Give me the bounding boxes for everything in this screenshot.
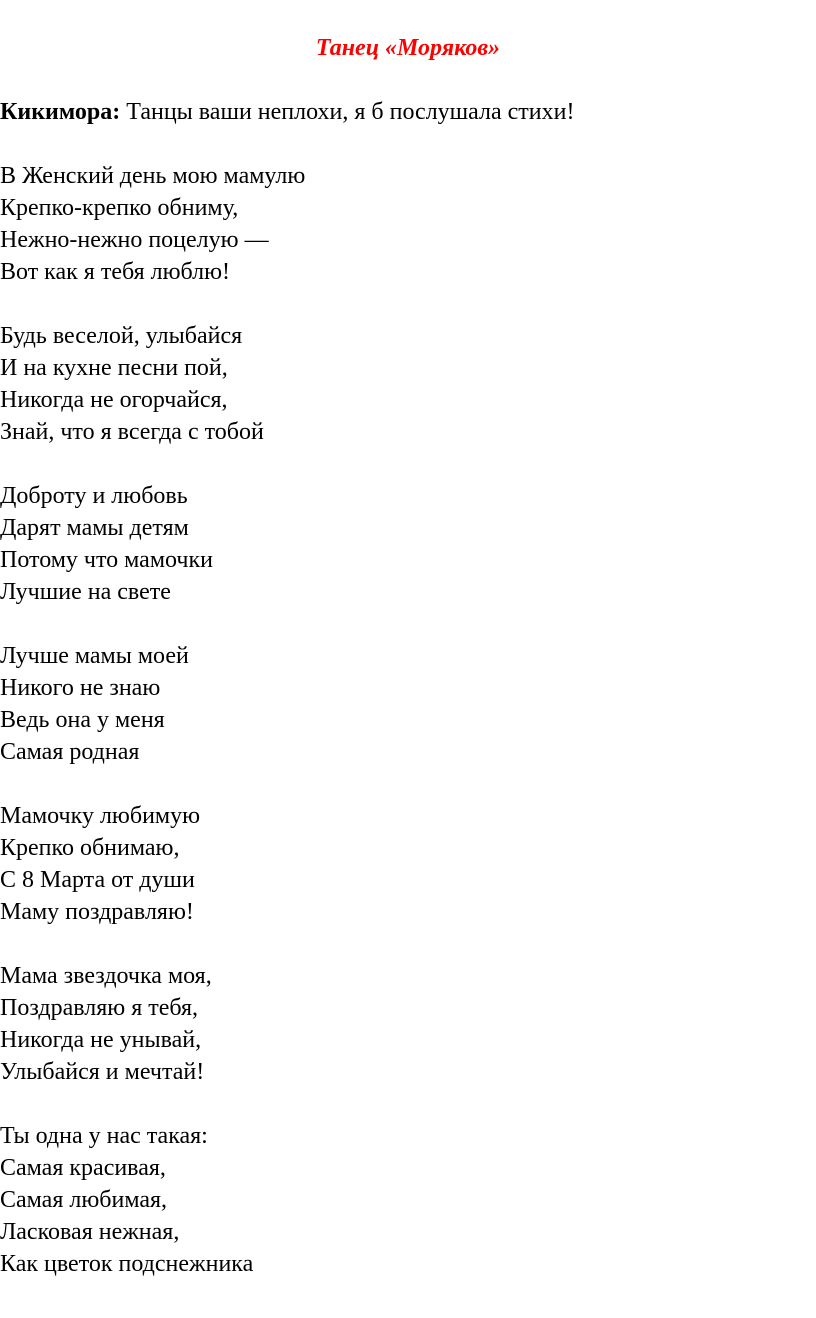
poem-line: Доброту и любовь xyxy=(0,483,188,509)
poem-line: Потому что мамочки xyxy=(0,547,213,573)
speech-text: Танцы ваши неплохи, я б послушала стихи! xyxy=(120,99,575,125)
poem-line: Будь веселой, улыбайся xyxy=(0,323,243,349)
poem-line: Крепко обнимаю, xyxy=(0,835,180,861)
poem-stanza xyxy=(0,160,816,288)
poem-stanza xyxy=(0,640,816,768)
poem-stanza xyxy=(0,1120,816,1280)
poem-line: Нежно-нежно поцелую — xyxy=(0,227,269,253)
poem-line: И на кухне песни пой, xyxy=(0,355,228,381)
speech-line xyxy=(0,96,574,128)
poem-stanza xyxy=(0,800,816,928)
poem-line: Никогда не унывай, xyxy=(0,1027,202,1053)
poem-line: Самая любимая, xyxy=(0,1187,168,1213)
poem-line: Самая родная xyxy=(0,739,140,765)
poem-line: Никого не знаю xyxy=(0,675,161,701)
poem-line: В Женский день мою мамулю xyxy=(0,163,306,189)
poem-line: Крепко-крепко обниму, xyxy=(0,195,239,221)
poem-line: Знай, что я всегда с тобой xyxy=(0,419,264,445)
poem-line: Лучшие на свете xyxy=(0,579,171,605)
poem-line: Поздравляю я тебя, xyxy=(0,995,199,1021)
poem-line: С 8 Марта от души xyxy=(0,867,195,893)
poem-line: Ласковая нежная, xyxy=(0,1219,180,1245)
poem-line: Никогда не огорчайся, xyxy=(0,387,228,413)
poem-stanza xyxy=(0,320,816,448)
poem-line: Дарят мамы детям xyxy=(0,515,189,541)
speaker-name: Кикимора: xyxy=(0,99,121,125)
page-title: Танец «Моряков» xyxy=(315,35,501,61)
poem-line: Мама звездочка моя, xyxy=(0,963,212,989)
poem-line: Ты одна у нас такая: xyxy=(0,1123,208,1149)
poem xyxy=(0,160,816,1312)
poem-line: Ведь она у меня xyxy=(0,707,165,733)
poem-stanza xyxy=(0,960,816,1088)
poem-stanza xyxy=(0,480,816,608)
poem-line: Самая красивая, xyxy=(0,1155,166,1181)
poem-line: Лучше мамы моей xyxy=(0,643,189,669)
poem-line: Мамочку любимую xyxy=(0,803,201,829)
poem-line: Маму поздравляю! xyxy=(0,899,194,925)
poem-line: Вот как я тебя люблю! xyxy=(0,259,231,285)
poem-line: Как цветок подснежника xyxy=(0,1251,254,1277)
poem-line: Улыбайся и мечтай! xyxy=(0,1059,205,1085)
